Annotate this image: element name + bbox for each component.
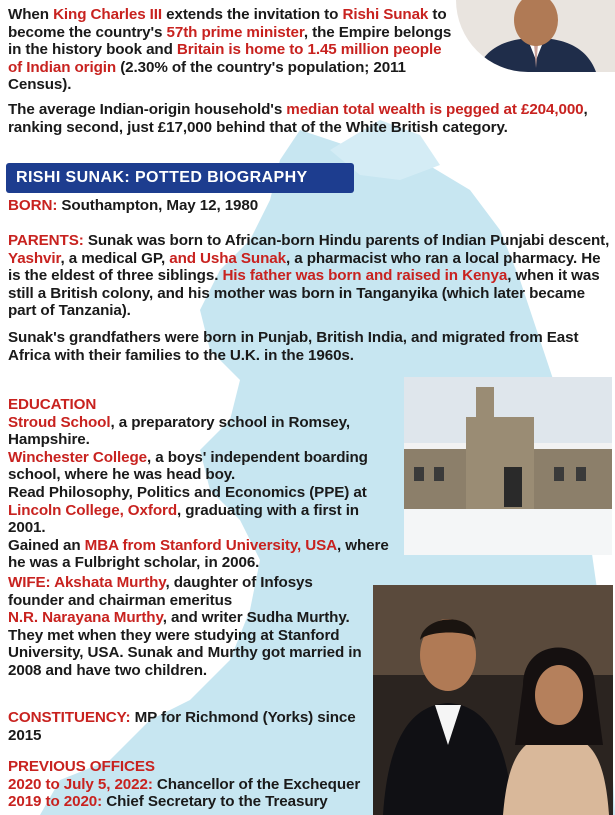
intro-paragraph-2: The average Indian-origin household's median total wealth is pegged at £204,000, ranking second, just £17,000 behind that of the White British category. <box>8 101 588 136</box>
biography-banner-title: RISHI SUNAK: POTTED BIOGRAPHY <box>16 169 308 186</box>
parents-paragraph: PARENTS: Sunak was born to African-born Hindu parents of Indian Punjabi descent, Yashvir, a medical GP, and Usha Sunak, a pharmacist who ran a local pharmacy. He is the eldest of three siblings. His father was born and raised in Kenya, when it was still a British colony, and his mother was born in Tanganyika (which later became part of Tanzania). <box>8 232 610 320</box>
office-item: 2019 to 2020: Chief Secretary to the Treasury <box>8 793 328 811</box>
parents-label: PARENTS: <box>8 232 84 249</box>
constituency-label: CONSTITUENCY: <box>8 709 131 726</box>
wife-paragraph: WIFE: Akshata Murthy, daughter of Infosys founder and chairman emeritus N.R. Narayana Murthy, and writer Sudha Murthy. They met when they were studying at Stanford University, USA. Sunak and Murthy got married in 2008 and have two children. <box>8 574 362 679</box>
education-section: EDUCATION Stroud School, a preparatory school in Romsey, Hampshire. Winchester College, a boys' independent boarding school, where he was head boy. Read Philosophy, Politics and Economics (PPE) at Lincoln College, Oxford, graduating with a first in 2001. Gained an MBA from Stanford University, USA, where he was a Fulbright scholar, in 2006. <box>8 396 389 572</box>
previous-offices-label: PREVIOUS OFFICES <box>8 758 155 775</box>
biography-banner <box>6 163 354 193</box>
born-label: BORN: <box>8 197 58 214</box>
grandfathers-paragraph: Sunak's grandfathers were born in Punjab, British India, and migrated from East Africa with their families to the U.K. in the 1960s. <box>8 329 579 364</box>
born-line: BORN: Southampton, May 12, 1980 <box>8 197 259 214</box>
education-label: EDUCATION <box>8 396 97 413</box>
intro-paragraph-1: When King Charles III extends the invitation to Rishi Sunak to become the country's 57th prime minister, the Empire belongs in the history book and Britain is home to 1.45 million people of Indian origin (2.30% of the country's population; 2011 Census). <box>8 6 452 94</box>
wife-label: WIFE: <box>8 574 51 591</box>
winchester-college-photo <box>404 377 612 555</box>
previous-offices-section <box>8 758 598 811</box>
rishi-sunak-portrait <box>456 0 615 72</box>
constituency-paragraph: CONSTITUENCY: MP for Richmond (Yorks) since 2015 <box>8 709 356 744</box>
office-item: 2020 to July 5, 2022: Chancellor of the Exchequer <box>8 775 361 793</box>
